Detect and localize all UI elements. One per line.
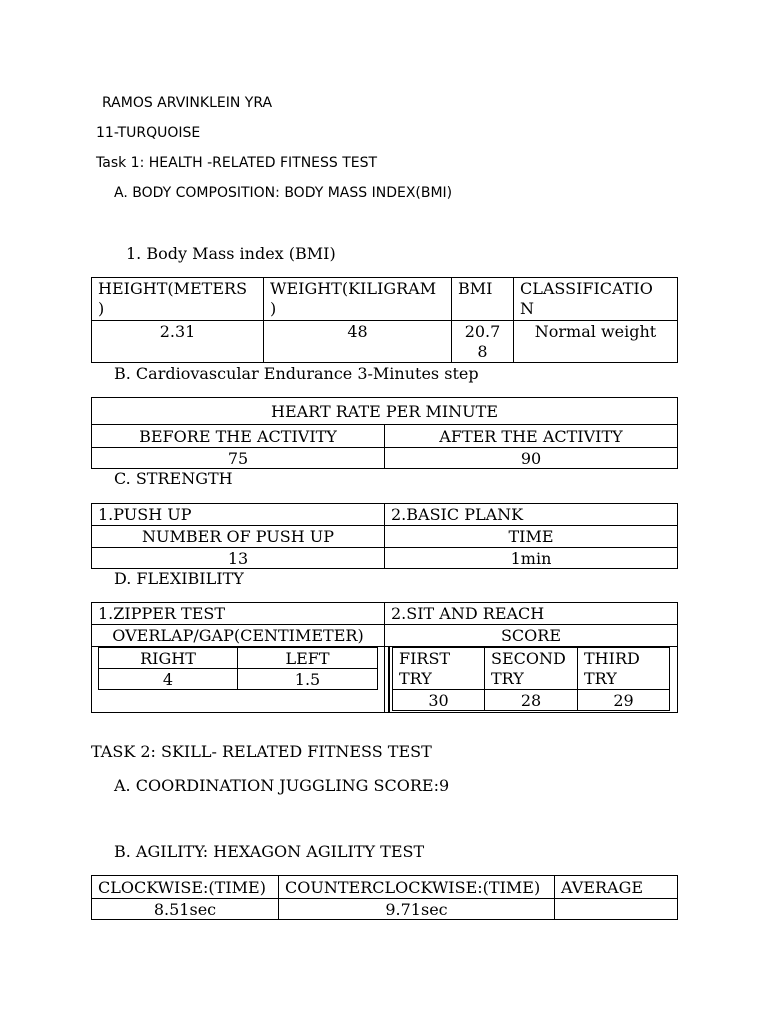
zipper-right-label: RIGHT (98, 647, 238, 669)
plank-title: 2.BASIC PLANK (384, 503, 678, 526)
zipper-right-value: 4 (98, 668, 238, 690)
sit-reach-title: 2.SIT AND REACH (384, 602, 678, 625)
agility-clockwise-value: 8.51sec (91, 898, 279, 920)
sit-reach-third-value: 29 (577, 689, 670, 711)
agility-clockwise-label: CLOCKWISE:(TIME) (91, 875, 279, 899)
sit-reach-third-label: THIRD TRY (577, 647, 670, 690)
bmi-header-height: HEIGHT(METERS ) (91, 277, 264, 321)
zipper-title: 1.ZIPPER TEST (91, 602, 385, 625)
bmi-header-bmi: BMI (451, 277, 514, 321)
cardio-before-label: BEFORE THE ACTIVITY (91, 424, 385, 448)
sit-reach-second-value: 28 (484, 689, 578, 711)
agility-heading: B. AGILITY: HEXAGON AGILITY TEST (114, 842, 425, 861)
task1-title: Task 1: HEALTH -RELATED FITNESS TEST (96, 155, 378, 171)
part-a-title: A. BODY COMPOSITION: BODY MASS INDEX(BMI) (114, 185, 453, 201)
agility-average-value (554, 898, 678, 920)
bmi-weight-value: 48 (263, 320, 452, 363)
plank-label: TIME (384, 525, 678, 548)
cardio-after-value: 90 (384, 447, 678, 469)
student-section: 11-TURQUOISE (96, 125, 201, 141)
sit-reach-first-value: 30 (392, 689, 485, 711)
pushup-label: NUMBER OF PUSH UP (91, 525, 385, 548)
task2-title: TASK 2: SKILL- RELATED FITNESS TEST (91, 742, 432, 761)
agility-counter-value: 9.71sec (278, 898, 555, 920)
agility-average-label: AVERAGE (554, 875, 678, 899)
bmi-header-weight: WEIGHT(KILIGRAM ) (263, 277, 452, 321)
sit-reach-label: SCORE (384, 624, 678, 647)
sit-reach-second-label: SECOND TRY (484, 647, 578, 690)
sit-reach-first-label: FIRST TRY (392, 647, 485, 690)
zipper-left-label: LEFT (237, 647, 378, 669)
pushup-title: 1.PUSH UP (91, 503, 385, 526)
bmi-height-value: 2.31 (91, 320, 264, 363)
zipper-left-value: 1.5 (237, 668, 378, 690)
pushup-value: 13 (91, 547, 385, 569)
agility-counter-label: COUNTERCLOCKWISE:(TIME) (278, 875, 555, 899)
bmi-value: 20.7 8 (451, 320, 514, 363)
bmi-header-classification: CLASSIFICATIO N (513, 277, 678, 321)
bmi-classification-value: Normal weight (513, 320, 678, 363)
student-name: RAMOS ARVINKLEIN YRA (102, 95, 273, 111)
cardio-heading: B. Cardiovascular Endurance 3-Minutes step (114, 364, 479, 383)
flexibility-heading: D. FLEXIBILITY (114, 569, 244, 588)
cardio-after-label: AFTER THE ACTIVITY (384, 424, 678, 448)
cardio-title: HEART RATE PER MINUTE (91, 397, 678, 425)
bmi-heading: 1. Body Mass index (BMI) (126, 244, 336, 263)
cardio-before-value: 75 (91, 447, 385, 469)
zipper-label: OVERLAP/GAP(CENTIMETER) (91, 624, 385, 647)
sit-reach-inner-rule (388, 647, 390, 713)
plank-value: 1min (384, 547, 678, 569)
strength-heading: C. STRENGTH (114, 469, 233, 488)
coordination-line: A. COORDINATION JUGGLING SCORE:9 (114, 776, 450, 795)
